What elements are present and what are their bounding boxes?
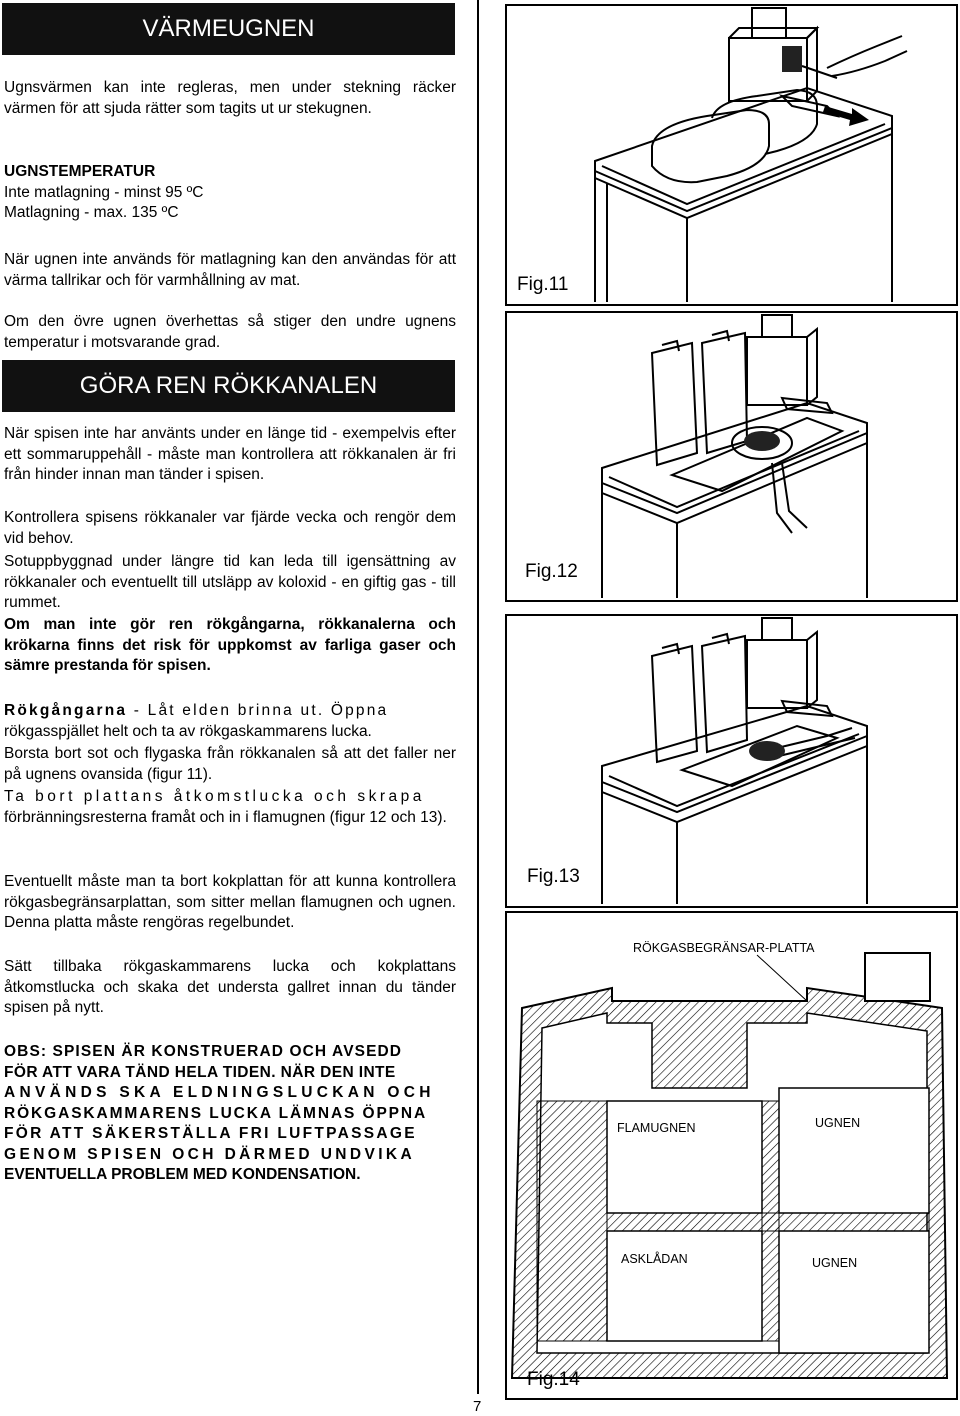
figure-12 bbox=[505, 311, 958, 602]
figure-13 bbox=[505, 614, 958, 908]
obs-line-7: EVENTUELLA PROBLEM MED KONDENSATION. bbox=[4, 1166, 361, 1183]
heading-text: GÖRA REN RÖKKANALEN bbox=[79, 372, 378, 399]
steps-l1-rest: - Låt elden brinna ut. Öppna bbox=[127, 702, 389, 719]
label-oven-bottom: UGNEN bbox=[812, 1256, 858, 1270]
temperature-min: Inte matlagning - minst 95 ºC bbox=[4, 183, 204, 201]
obs-line-6: GENOM SPISEN OCH DÄRMED UNDVIKA bbox=[4, 1145, 416, 1163]
obs-line-5: FÖR ATT SÄKERSTÄLLA FRI LUFTPASSAGE bbox=[4, 1125, 417, 1142]
steps-lead: Rökgångarna bbox=[4, 702, 128, 719]
obs-line-1: OBS: SPISEN ÄR KONSTRUERAD OCH AVSEDD bbox=[4, 1043, 403, 1060]
fig11-label: Fig.11 bbox=[517, 274, 569, 295]
heading-text: VÄRMEUGNEN bbox=[142, 15, 315, 42]
hotplate-paragraph: Eventuellt måste man ta bort kokplattan för att kunna kontrollera rökgasbegränsarplattan, som sitter mellan flamugnen och ugnen. Denna platta måste rengöras regelbundet. bbox=[4, 873, 456, 931]
stove-section-diagram bbox=[507, 913, 956, 1398]
stove-illustration-fig11 bbox=[507, 6, 956, 304]
soot-paragraph: Sotuppbyggnad under längre tid kan leda till igensättning av rökkanaler och eventuellt till utsläpp av koloxid - en giftig gas - till rummet. bbox=[4, 553, 456, 611]
figure-11 bbox=[505, 4, 958, 306]
intro-paragraph: Ugnsvärmen kan inte regleras, men under stekning räcker värmen för att sjuda rätter som tagits ut ur stekugnen. bbox=[4, 79, 456, 117]
fig13-label: Fig.13 bbox=[527, 866, 580, 887]
overheat-paragraph: Om den övre ugnen överhettas så stiger den undre ugnens temperatur i motsvarande grad. bbox=[4, 313, 456, 351]
check-paragraph: När spisen inte har använts under en länge tid - exempelvis efter ett sommaruppehåll - måste man kontrollera att rökkanalen är fri från hinder innan man tänder i spisen. bbox=[4, 425, 456, 483]
remove-line-2: förbränningsresterna framåt och in i flamugnen (figur 12 och 13). bbox=[4, 808, 447, 826]
obs-notice bbox=[4, 1042, 456, 1186]
figure-14 bbox=[505, 911, 958, 1400]
temperature-heading: UGNSTEMPERATUR bbox=[4, 163, 156, 180]
label-baffle-plate: RÖKGASBEGRÄNSAR-PLATTA bbox=[633, 941, 815, 955]
page-number: 7 bbox=[473, 1398, 482, 1415]
warning-paragraph: Om man inte gör ren rökgångarna, rökkanalerna och krökarna finns det risk för uppkomst av farliga gaser och sämre prestanda för spisen. bbox=[4, 616, 456, 674]
heading-clean-flue bbox=[2, 360, 455, 412]
steps-line-1 bbox=[4, 701, 456, 722]
heading-warming-oven bbox=[2, 3, 455, 55]
label-flame-oven: FLAMUGNEN bbox=[617, 1121, 696, 1135]
weekly-paragraph: Kontrollera spisens rökkanaler var fjärde vecka och rengör dem vid behov. bbox=[4, 509, 456, 547]
brush-paragraph: Borsta bort sot och flygaska från rökkanalen så att det faller ner på ugnens ovansida (figur 11). bbox=[4, 745, 456, 783]
label-ash-box: ASKLÅDAN bbox=[621, 1252, 688, 1266]
column-divider bbox=[477, 0, 479, 1394]
fig12-label: Fig.12 bbox=[525, 561, 578, 582]
temperature-max: Matlagning - max. 135 ºC bbox=[4, 204, 179, 221]
remove-line-1: Ta bort plattans åtkomstlucka och skrapa bbox=[4, 788, 425, 805]
steps-block bbox=[4, 701, 456, 742]
obs-line-3: ANVÄNDS SKA ELDNINGSLUCKAN OCH bbox=[4, 1084, 435, 1101]
warming-paragraph: När ugnen inte används för matlagning kan den användas för att värma tallrikar och för varmhållning av mat. bbox=[4, 251, 456, 289]
steps-line-2: rökgasspjället helt och ta av rökgaskammarens lucka. bbox=[4, 722, 372, 740]
stove-illustration-fig12 bbox=[507, 313, 956, 600]
label-oven-top: UGNEN bbox=[815, 1116, 861, 1130]
refit-paragraph: Sätt tillbaka rökgaskammarens lucka och kokplattans åtkomstlucka och skaka det understa gallret innan du tänder spisen på nytt. bbox=[4, 958, 456, 1016]
obs-line-2: FÖR ATT VARA TÄND HELA TIDEN. NÄR DEN INTE bbox=[4, 1063, 396, 1081]
remove-block bbox=[4, 787, 456, 828]
fig14-label: Fig.14 bbox=[527, 1369, 580, 1390]
temperature-block bbox=[4, 162, 456, 224]
stove-illustration-fig13 bbox=[507, 616, 956, 906]
obs-line-4: RÖKGASKAMMARENS LUCKA LÄMNAS ÖPPNA bbox=[4, 1104, 428, 1122]
